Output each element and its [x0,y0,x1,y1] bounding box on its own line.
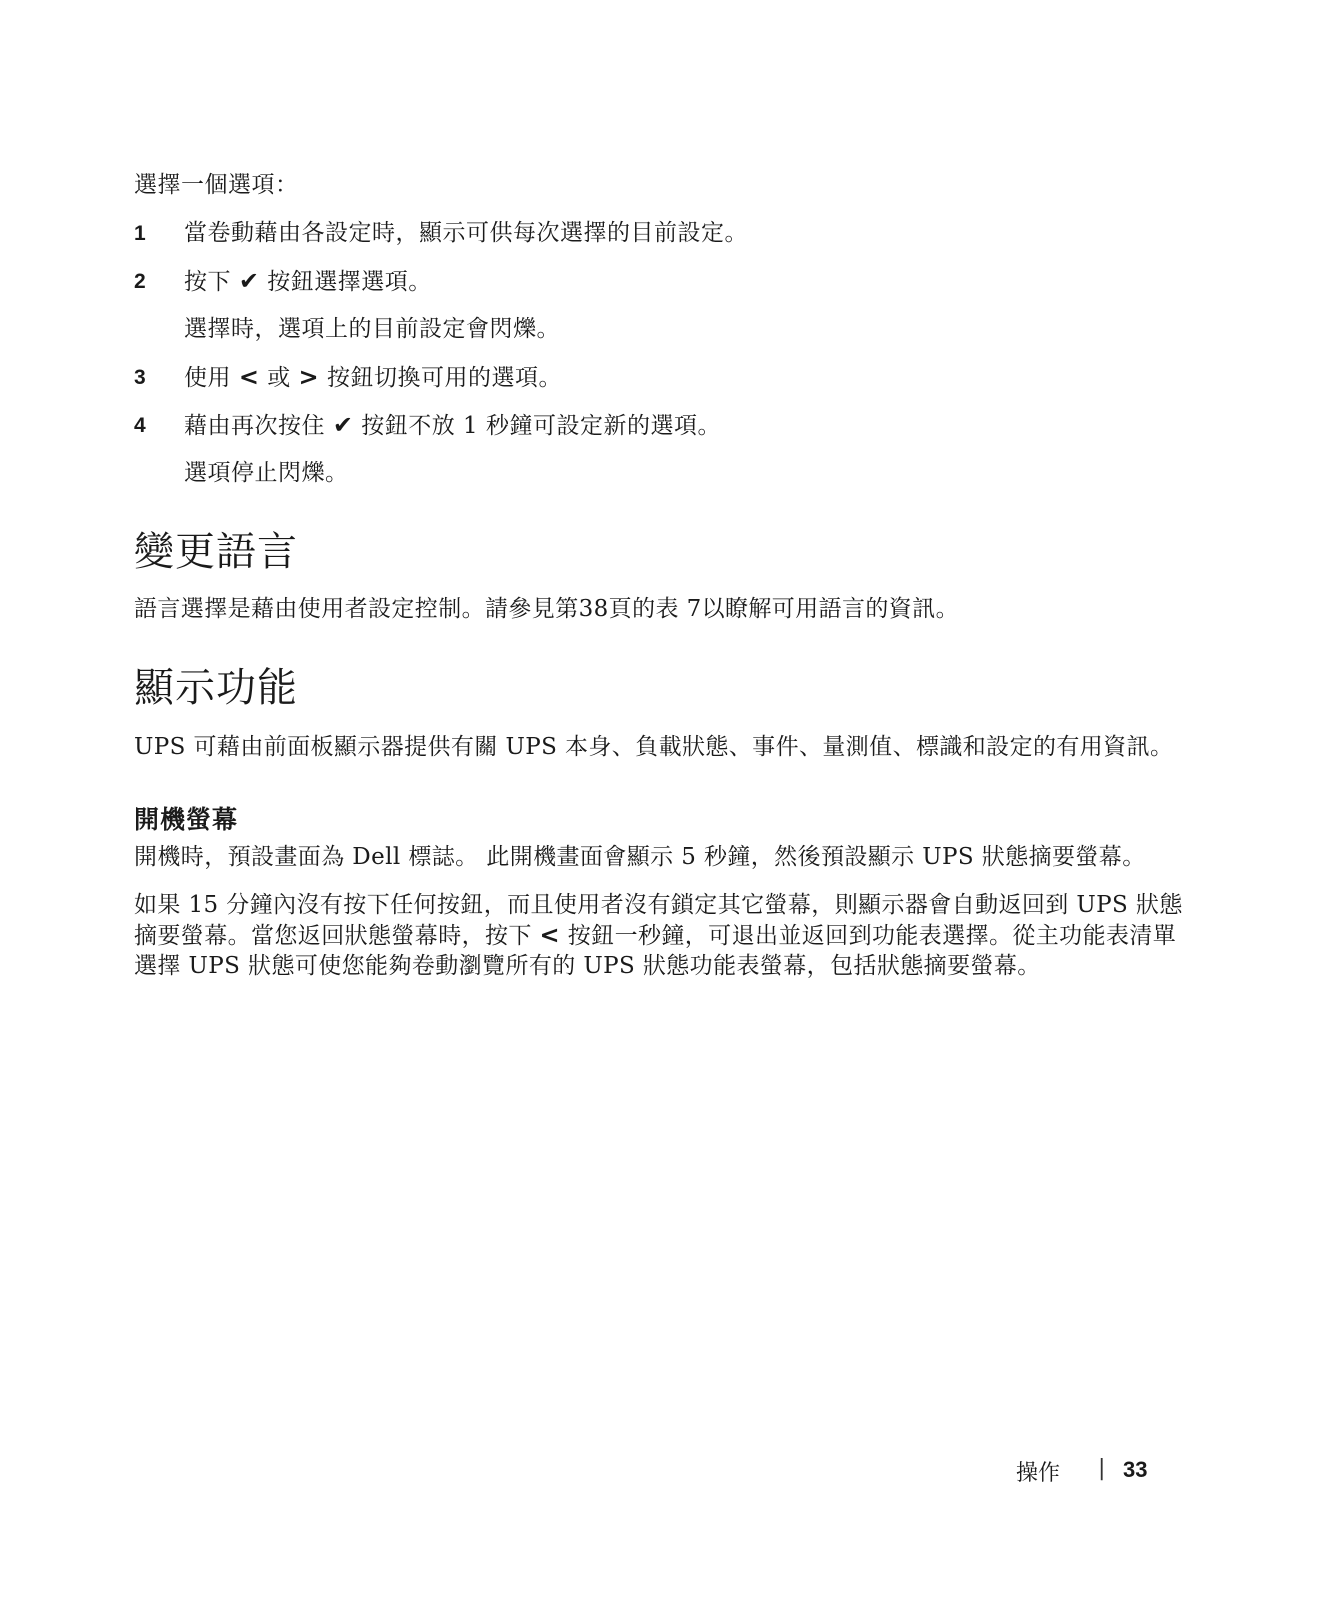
step-line [184,410,721,441]
step-line [184,266,432,297]
step-subtext: 選項停止閃爍。 [184,460,349,486]
step-subtext: 選擇時，選項上的目前設定會閃爍。 [184,316,560,342]
paragraph: 開機時，預設畫面為 Dell 標誌。 此開機畫面會顯示 5 秒鐘，然後預設顯示 UPS 狀態摘要螢幕。 [134,844,1146,870]
step-text: 藉由再次按住 [184,413,325,439]
paragraph [134,890,1184,981]
subsection-heading: 開機螢幕 [134,805,239,834]
step-number: 2 [134,270,146,293]
section-body: 語言選擇是藉由使用者設定控制。請參見第38頁的表 7以瞭解可用語言的資訊。 [134,596,960,622]
step-text: 或 [267,365,291,391]
footer-separator: | [1098,1456,1106,1481]
step-number: 1 [134,222,146,245]
footer-section-label: 操作 [1016,1461,1061,1486]
page-number: 33 [1123,1457,1148,1482]
step-text: 按鈕切換可用的選項。 [326,365,562,391]
paragraph-text: 如果 15 分鐘內沒有按下任何按鈕，而且使用者沒有鎖定其它螢幕，則顯示器會自動返回到 UPS 狀態摘要螢幕。當您返回狀態螢幕時，按下 [134,892,1183,949]
section-body: UPS 可藉由前面板顯示器提供有關 UPS 本身、負載狀態、事件、量測值、標識和設定的有用資訊。 [134,734,1174,760]
step-number: 3 [134,366,146,389]
paragraph-text: 按鈕一秒鐘，可退出並返回到功能表選擇。從主功能表清單選擇 UPS 狀態可使您能夠卷動瀏覽所有的 UPS 狀態功能表螢幕，包括狀態摘要螢幕。 [134,923,1177,979]
intro-text: 選擇一個選項： [134,172,299,198]
step-text: 按下 [184,269,231,295]
section-heading: 顯示功能 [134,665,298,711]
step-text: 當卷動藉由各設定時，顯示可供每次選擇的目前設定。 [184,220,748,246]
check-icon: ✔ [332,411,354,439]
step-line [184,362,562,393]
step-text: 按鈕選擇選項。 [267,269,432,295]
step-number: 4 [134,414,146,437]
check-icon: ✔ [238,267,260,295]
chevron-left-icon: < [238,363,260,391]
step-text: 按鈕不放 1 秒鐘可設定新的選項。 [361,413,721,439]
section-heading: 變更語言 [134,529,298,575]
chevron-left-icon: < [539,921,561,949]
chevron-right-icon: > [298,363,320,391]
step-text: 使用 [184,365,231,391]
